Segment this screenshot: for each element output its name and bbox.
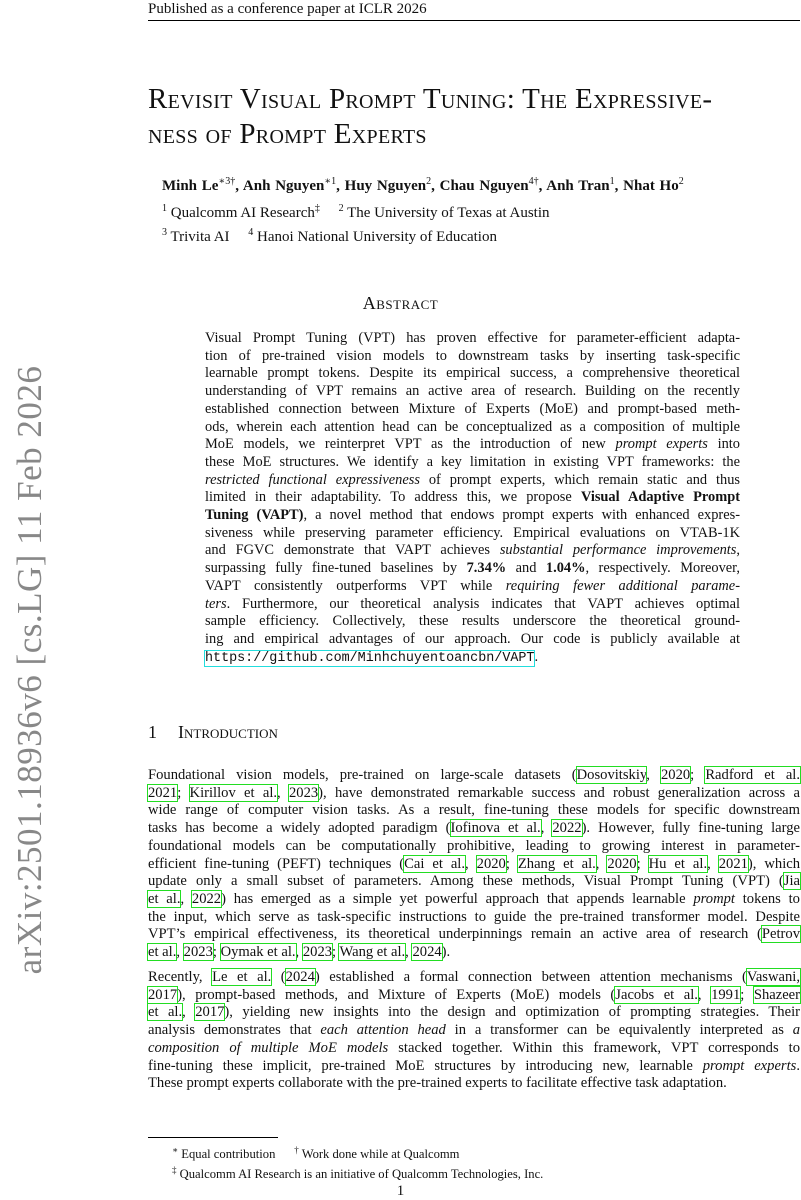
bold-text: Tuning (VAPT) xyxy=(205,507,304,524)
affiliations-row-2 xyxy=(162,227,497,246)
citation-link[interactable]: Jacobs et al. xyxy=(615,986,698,1003)
author-name: Nhat Ho xyxy=(623,178,679,194)
text-line xyxy=(148,969,800,987)
text-line xyxy=(205,454,740,472)
text-line xyxy=(205,613,740,631)
footnote-row-2 xyxy=(172,1165,543,1182)
citation-link[interactable]: et al. xyxy=(148,1004,183,1021)
citation-link[interactable]: Vaswani, xyxy=(746,969,801,985)
title-line: Revisit Visual Prompt Tuning: The Expressive- xyxy=(148,83,713,115)
text-line xyxy=(205,560,740,578)
emphasis-text: a xyxy=(792,1022,800,1039)
text-run: , xyxy=(180,890,192,907)
citation-link[interactable]: Cai et al. xyxy=(404,855,466,872)
text-run: the input, which serve as task-specific instructions to guide the pre-trained transformer model. Despite xyxy=(148,908,800,925)
text-line xyxy=(148,1004,800,1022)
abstract-body xyxy=(205,330,740,667)
citation-link[interactable]: Le et al. xyxy=(212,969,272,985)
text-line xyxy=(205,649,740,668)
text-run: , xyxy=(646,767,661,783)
citation-link[interactable]: 2024 xyxy=(412,944,442,961)
text-run: sample efficiency. Collectively, these results underscore the theoretical ground- xyxy=(205,613,740,630)
citation-link[interactable]: 2022 xyxy=(191,890,222,907)
text-line xyxy=(148,873,800,891)
text-run: understanding of VPT remains an active area of research. Building on the recently xyxy=(205,383,740,400)
author-affiliation-marks: 4† xyxy=(528,176,539,187)
footnote-text: Equal contribution xyxy=(181,1147,276,1162)
text-run: these MoE structures. We identify a key limitation in existing VPT frameworks: the xyxy=(205,453,740,470)
affiliation-name: The University of Texas at Austin xyxy=(347,205,550,221)
text-line xyxy=(205,507,740,525)
text-run: ; xyxy=(212,944,221,961)
footnote-text: Work done while at Qualcomm xyxy=(301,1147,460,1162)
text-run: established connection between Mixture of Experts (MoE) and prompt-based meth- xyxy=(205,400,740,417)
text-run: of prompt experts, which remain static and thus xyxy=(419,471,740,488)
text-run: and xyxy=(506,560,546,577)
text-run: update only a small subset of parameters. Among these methods, Visual Prompt Tuning (VPT) ( xyxy=(148,873,784,890)
text-run: , xyxy=(697,986,712,1003)
author-name: Chau Nguyen xyxy=(439,178,529,194)
text-line xyxy=(205,419,740,437)
text-run: into xyxy=(707,436,740,453)
text-run: Recently, xyxy=(148,969,213,985)
emphasis-text: prompt experts xyxy=(702,1057,797,1074)
citation-link[interactable]: Hu et al. xyxy=(648,855,708,872)
citation-link[interactable]: Oymak et al. xyxy=(220,944,296,961)
emphasis-text: composition of multiple MoE models xyxy=(148,1039,389,1056)
text-run: ; xyxy=(505,855,518,872)
citation-link[interactable]: Jia xyxy=(783,873,800,890)
text-line xyxy=(148,802,800,820)
citation-link[interactable]: 2020 xyxy=(476,855,506,872)
text-run: ), yielding new insights into the design and optimization of prompting strategies. Their xyxy=(224,1004,800,1021)
emphasis-text: each attention head xyxy=(320,1022,446,1039)
text-run: , xyxy=(707,855,719,872)
citation-link[interactable]: 2020 xyxy=(607,855,637,872)
author-affiliation-marks: 1 xyxy=(609,176,615,187)
citation-link[interactable]: Wang et al. xyxy=(339,944,406,961)
author-affiliation-marks: ∗3† xyxy=(218,176,236,187)
section-number: 1 xyxy=(148,722,157,742)
text-run: tasks has become a widely adopted paradigm ( xyxy=(148,820,451,837)
page-number: 1 xyxy=(396,1183,405,1199)
text-run: surpassing fully fine-tuned baselines by xyxy=(205,560,467,577)
text-line xyxy=(148,856,800,874)
text-line xyxy=(148,1022,800,1040)
affiliation-number: 4 xyxy=(248,227,254,238)
emphasis-text: substantial performance improvements xyxy=(499,542,737,559)
text-run: . xyxy=(796,1057,800,1074)
text-run: , xyxy=(176,944,184,961)
abstract-heading: Abstract xyxy=(362,293,439,313)
emphasis-text: prompt xyxy=(693,890,735,907)
text-line xyxy=(148,1040,800,1058)
text-run: learnable prompt tokens. Despite its empirical success, a comprehensive theoretical xyxy=(205,365,740,382)
citation-link[interactable]: 2017 xyxy=(148,986,178,1003)
text-run: MoE models, we reinterpret VPT as the introduction of new xyxy=(205,436,616,453)
citation-link[interactable]: 2020 xyxy=(660,767,691,783)
citation-link[interactable]: Shazeer xyxy=(753,986,801,1003)
citation-link[interactable]: 2024 xyxy=(285,969,315,985)
author-affiliation-marks: 2 xyxy=(678,176,684,187)
affiliation-mark: ‡ xyxy=(314,203,320,214)
text-line xyxy=(205,525,740,543)
text-line xyxy=(205,631,740,649)
text-line xyxy=(148,909,800,927)
footnote-rule xyxy=(148,1137,278,1138)
text-run: stacked together. Within this framework, VPT corresponds to xyxy=(388,1039,800,1056)
text-run: ). xyxy=(441,944,451,961)
text-run: ), prompt-based methods, and Mixture of Experts (MoE) models ( xyxy=(177,986,616,1003)
text-line xyxy=(205,383,740,401)
text-run: , xyxy=(295,944,303,961)
citation-link[interactable]: 1991 xyxy=(711,986,741,1003)
text-line xyxy=(148,1075,800,1093)
emphasis-text: ters xyxy=(205,595,227,612)
text-line xyxy=(205,330,740,348)
text-run: ), have demonstrated remarkable success and robust generalization across a xyxy=(318,784,800,801)
title-line: ness of Prompt Experts xyxy=(148,118,427,150)
text-run: Foundational vision models, pre-trained on large-scale datasets ( xyxy=(148,767,577,783)
citation-link[interactable]: Zhang et al. xyxy=(517,855,596,872)
footnote-text: Qualcomm AI Research is an initiative of Qualcomm Technologies, Inc. xyxy=(179,1167,544,1182)
text-run: ; xyxy=(332,944,340,961)
section-heading-introduction xyxy=(148,722,278,743)
text-line xyxy=(205,348,740,366)
text-line xyxy=(205,365,740,383)
text-line xyxy=(205,472,740,490)
emphasis-text: prompt experts xyxy=(615,436,708,453)
text-run: ing and empirical advantages of our approach. Our code is publicly available at xyxy=(205,630,740,647)
text-run: . xyxy=(534,648,539,665)
text-line xyxy=(148,1058,800,1076)
text-run: . Furthermore, our theoretical analysis indicates that VAPT achieves optimal xyxy=(226,595,740,612)
author-name: Anh Tran xyxy=(546,178,610,194)
text-line xyxy=(205,489,740,507)
text-run: wide range of computer vision tasks. As a result, fine-tuning these models for specific downstream xyxy=(148,802,800,819)
text-line xyxy=(148,944,800,962)
paper-title xyxy=(148,82,801,152)
citation-link[interactable]: 2021 xyxy=(718,855,748,872)
text-run: ). However, fully fine-tuning large xyxy=(581,820,800,837)
citation-link[interactable]: 2021 xyxy=(148,784,178,801)
citation-link[interactable]: Petrov xyxy=(761,926,800,943)
text-run: , xyxy=(736,542,740,559)
text-run: siveness while preserving parameter efficiency. Empirical evaluations on VTAB-1K xyxy=(205,524,740,541)
bold-text: Visual Adaptive Prompt xyxy=(580,489,741,506)
text-line xyxy=(148,838,800,856)
author-affiliation-marks: ∗1 xyxy=(324,176,337,187)
affiliation-name: Hanoi National University of Education xyxy=(257,229,497,245)
emphasis-text: restricted functional expressiveness xyxy=(205,471,420,488)
text-run: foundational models can be computationally prohibitive, leading to growing interest in parameter- xyxy=(148,837,800,854)
footnote-row-1 xyxy=(172,1145,459,1162)
text-run: , a novel method that endows prompt experts with enhanced expres- xyxy=(303,507,740,524)
text-run: ), which xyxy=(747,855,801,872)
text-run: , respectively. Moreover, xyxy=(585,560,740,577)
affiliation-number: 2 xyxy=(338,203,344,214)
text-line xyxy=(148,785,800,803)
citation-link[interactable]: et al. xyxy=(148,890,181,907)
text-line xyxy=(148,891,800,909)
text-line xyxy=(205,578,740,596)
code-url-link[interactable]: https://github.com/Minhchuyentoancbn/VAPT xyxy=(205,650,535,666)
text-run: , xyxy=(465,855,477,872)
text-run: VAPT consistently outperforms VPT while xyxy=(205,577,506,594)
text-line xyxy=(205,401,740,419)
text-run: ; xyxy=(636,855,649,872)
section-title: Introduction xyxy=(178,722,278,742)
text-run: ( xyxy=(271,969,286,985)
citation-link[interactable]: Dosovitskiy xyxy=(576,767,647,783)
footnote-mark: † xyxy=(294,1145,299,1155)
text-run: ; xyxy=(690,767,706,783)
affiliation-name: Trivita AI xyxy=(170,229,230,245)
text-line xyxy=(205,436,740,454)
text-line xyxy=(205,596,740,614)
text-run: analysis demonstrates that xyxy=(148,1022,321,1039)
text-run: ) has emerged as a simple yet powerful approach that appends learnable xyxy=(221,890,694,907)
footnote-mark: ‡ xyxy=(172,1165,177,1175)
text-run: tokens to xyxy=(734,890,800,907)
text-run: ; xyxy=(740,986,754,1003)
text-run: , xyxy=(540,820,553,837)
citation-link[interactable]: 2022 xyxy=(552,820,582,837)
running-header: Published as a conference paper at ICLR 2026 xyxy=(148,0,800,21)
text-run: ods, wherein each attention head can be conceptualized as a composition of multiple xyxy=(205,418,740,435)
text-run: limited in their adaptability. To address this, we propose xyxy=(205,489,581,506)
text-line xyxy=(148,926,800,944)
citation-link[interactable]: Radford et al. xyxy=(705,767,801,783)
footnote-mark: ∗ xyxy=(172,1145,179,1155)
affiliation-name: Qualcomm AI Research xyxy=(170,205,315,221)
text-line xyxy=(148,820,800,838)
citation-link[interactable]: 2023 xyxy=(302,944,333,961)
author-name: Minh Le xyxy=(162,178,219,194)
intro-paragraph-1 xyxy=(148,767,800,962)
bold-text: 1.04% xyxy=(545,560,586,577)
text-run: VPT’s empirical effectiveness, its theoretical underpinnings remain an active area of research ( xyxy=(148,926,762,943)
bold-text: 7.34% xyxy=(466,560,507,577)
citation-link[interactable]: 2023 xyxy=(183,944,213,961)
affiliation-number: 3 xyxy=(162,227,167,238)
text-run: , xyxy=(405,944,413,961)
citation-link[interactable]: Iofinova et al. xyxy=(450,820,541,837)
affiliation-number: 1 xyxy=(162,203,167,214)
text-run: and FGVC demonstrate that VAPT achieves xyxy=(205,542,500,559)
text-run: , xyxy=(595,855,608,872)
text-run: ; xyxy=(177,784,190,801)
citation-link[interactable]: et al. xyxy=(148,944,177,961)
author-affiliation-marks: 2 xyxy=(426,176,432,187)
author-name: Anh Nguyen xyxy=(242,178,325,194)
text-run: , xyxy=(182,1004,196,1021)
citation-link[interactable]: 2017 xyxy=(195,1004,225,1021)
intro-paragraph-2 xyxy=(148,969,800,1093)
text-line xyxy=(148,767,800,785)
text-run: fine-tuning these implicit, pre-trained MoE structures by introducing new, learnable xyxy=(148,1057,703,1074)
arxiv-identifier-watermark[interactable]: arXiv:2501.18936v6 [cs.LG] 11 Feb 2026 xyxy=(10,365,49,975)
text-run: ) established a formal connection between attention mechanisms ( xyxy=(314,969,747,985)
author-name: Huy Nguyen xyxy=(344,178,427,194)
emphasis-text: requiring fewer additional parame- xyxy=(505,577,740,594)
text-run: tion of pre-trained vision models to downstream tasks by inserting task-specific xyxy=(205,347,740,364)
text-line xyxy=(148,987,800,1005)
citation-link[interactable]: 2023 xyxy=(288,784,319,801)
text-run: , xyxy=(277,784,289,801)
text-run: Visual Prompt Tuning (VPT) has proven effective for parameter-efficient adapta- xyxy=(205,330,740,346)
text-line xyxy=(205,542,740,560)
author-list: Minh $Le^{∗3\dagger}$, Anh Nguyen$^{∗1}$, Huy Nguyen$^2$, Chau Nguyen$^{4\dagger}$, Anh Tran$^1$, Nhat Ho$^2$ xyxy=(162,176,684,194)
affiliations-row-1 xyxy=(162,203,550,222)
text-run: efficient fine-tuning (PEFT) techniques ( xyxy=(148,855,405,872)
text-run: These prompt experts collaborate with the pre-trained experts to facilitate effective task adaptation. xyxy=(148,1075,727,1092)
text-run: in a transformer can be equivalently interpreted as xyxy=(445,1022,793,1039)
citation-link[interactable]: Kirillov et al. xyxy=(189,784,278,801)
